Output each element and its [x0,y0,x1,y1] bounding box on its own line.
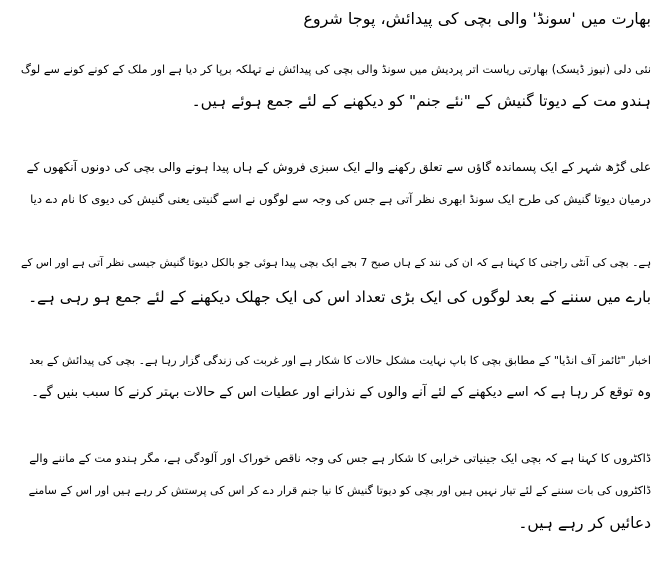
paragraph-line: وہ توقع کر رہا ہے کہ اسے دیکھنے کے لئے آنے والوں کے نذرانے اور عطیات اس کے حالات بہتر کرنے کا سبب بنیں گے۔ [31,385,651,400]
paragraph-line: اخبار "ٹائمز آف انڈیا" کے مطابق بچی کا باپ نہایت مشکل حالات کا شکار ہے اور غربت کی زندگی گزار رہا ہے۔ بچی کی پیدائش کے بعد [29,354,651,367]
paragraph-line: بارے میں سننے کے بعد لوگوں کی ایک بڑی تعداد اس کی ایک جھلک دیکھنے کے لئے جمع ہو رہی ہے۔ [28,288,651,306]
paragraph-line: علی گڑھ شہر کے ایک پسماندہ گاؤں سے تعلق رکھنے والے ایک سبزی فروش کے ہاں پیدا ہونے والی بچی کی دونوں آنکھوں کے [26,160,651,174]
paragraph-line: درمیان دیوتا گنیش کی طرح ایک سونڈ ابھری نظر آتی ہے جس کی وجہ سے لوگوں نے اسے گنیتی یعنی گنیش کی دیوی کا نام دے دیا [30,192,651,206]
article-title: بھارت میں 'سونڈ' والی بچی کی پیدائش، پوجا شروع [303,9,651,28]
paragraph-line: نئی دلی (نیوز ڈیسک) بھارتی ریاست اتر پردیش میں سونڈ والی بچی کی پیدائش نے تہلکہ برپا کر دیا ہے اور ملک کے کونے کونے سے لوگ [20,63,651,76]
paragraph-line: ہندو مت کے دیوتا گنیش کے "نئے جنم" کو دیکھنے کے لئے جمع ہوئے ہیں۔ [191,92,651,110]
paragraph-line: ڈاکٹروں کی بات سننے کے لئے تیار نہیں ہیں اور بچی کو دیوتا گنیش کا نیا جنم قرار دے کر اس کی پرستش کر رہے ہیں اور اس کے سامنے [28,484,651,497]
paragraph-line: دعائیں کر رہے ہیں۔ [518,514,651,532]
paragraph-line: ہے۔ بچی کی آنٹی راجنی کا کہنا ہے کہ ان کی نند کے ہاں صبح 7 بجے ایک بچی پیدا ہوئی جو بالکل دیوتا گنیش جیسی نظر آتی ہے اور اس کے [21,256,651,269]
paragraph-line: ڈاکٹروں کا کہنا ہے کہ بچی ایک جینیاتی خرابی کا شکار ہے جس کی وجہ ناقص خوراک اور آلودگی ہے، مگر ہندو مت کے ماننے والے [29,451,651,465]
